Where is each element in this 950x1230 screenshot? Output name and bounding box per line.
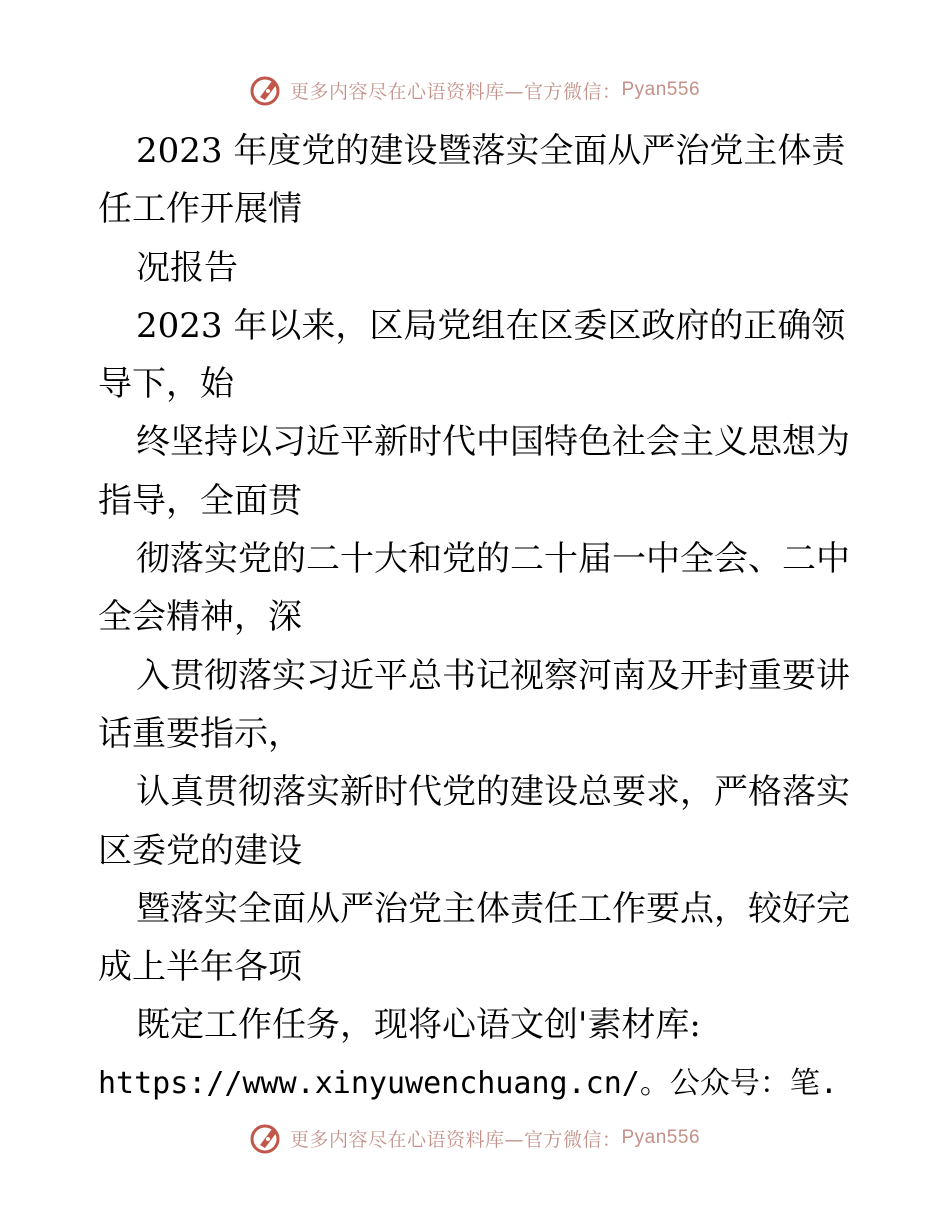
text-line: 导下，始 (98, 364, 234, 405)
text-line: 全会精神，深 (98, 597, 302, 638)
pen-nib-circle-icon (250, 73, 284, 107)
footer-watermark (0, 1118, 950, 1158)
header-watermark (0, 70, 950, 110)
url-line[interactable]: https://www.xinyuwenchuang.cn/。公众号：笔. (98, 1065, 838, 1101)
text-line: 任工作开展情 (98, 189, 302, 230)
text-line: 既定工作任务，现将心语文创'素材库: (136, 1005, 701, 1046)
text-line: 指导，全面贯 (98, 480, 302, 521)
text-line: 话重要指示， (98, 713, 302, 754)
text-line: 入贯彻落实习近平总书记视察河南及开封重要讲 (136, 655, 850, 696)
header-wechat-id: Pyan556 (621, 79, 701, 100)
text-line: 2023 年度党的建设暨落实全面从严治党主体责 (136, 131, 846, 171)
footer-watermark-text: 更多内容尽在心语资料库—官方微信： (289, 1128, 622, 1151)
text-line: 认真贯彻落实新时代党的建设总要求，严格落实 (136, 772, 850, 813)
text-line: 区委党的建设 (98, 830, 302, 871)
text-line: 2023 年以来，区局党组在区委区政府的正确领 (136, 305, 846, 346)
footer-wechat-id: Pyan556 (621, 1127, 701, 1148)
text-line: 况报告 (136, 247, 238, 288)
text-line: 终坚持以习近平新时代中国特色社会主义思想为 (136, 422, 850, 463)
pen-nib-circle-icon (250, 1121, 284, 1155)
header-watermark-text: 更多内容尽在心语资料库—官方微信： (289, 80, 622, 103)
text-line: 彻落实党的二十大和党的二十届一中全会、二中 (136, 539, 850, 580)
text-line: 成上半年各项 (98, 947, 302, 988)
text-line: 暨落实全面从严治党主体责任工作要点，较好完 (136, 888, 850, 929)
document-body (98, 122, 888, 1113)
